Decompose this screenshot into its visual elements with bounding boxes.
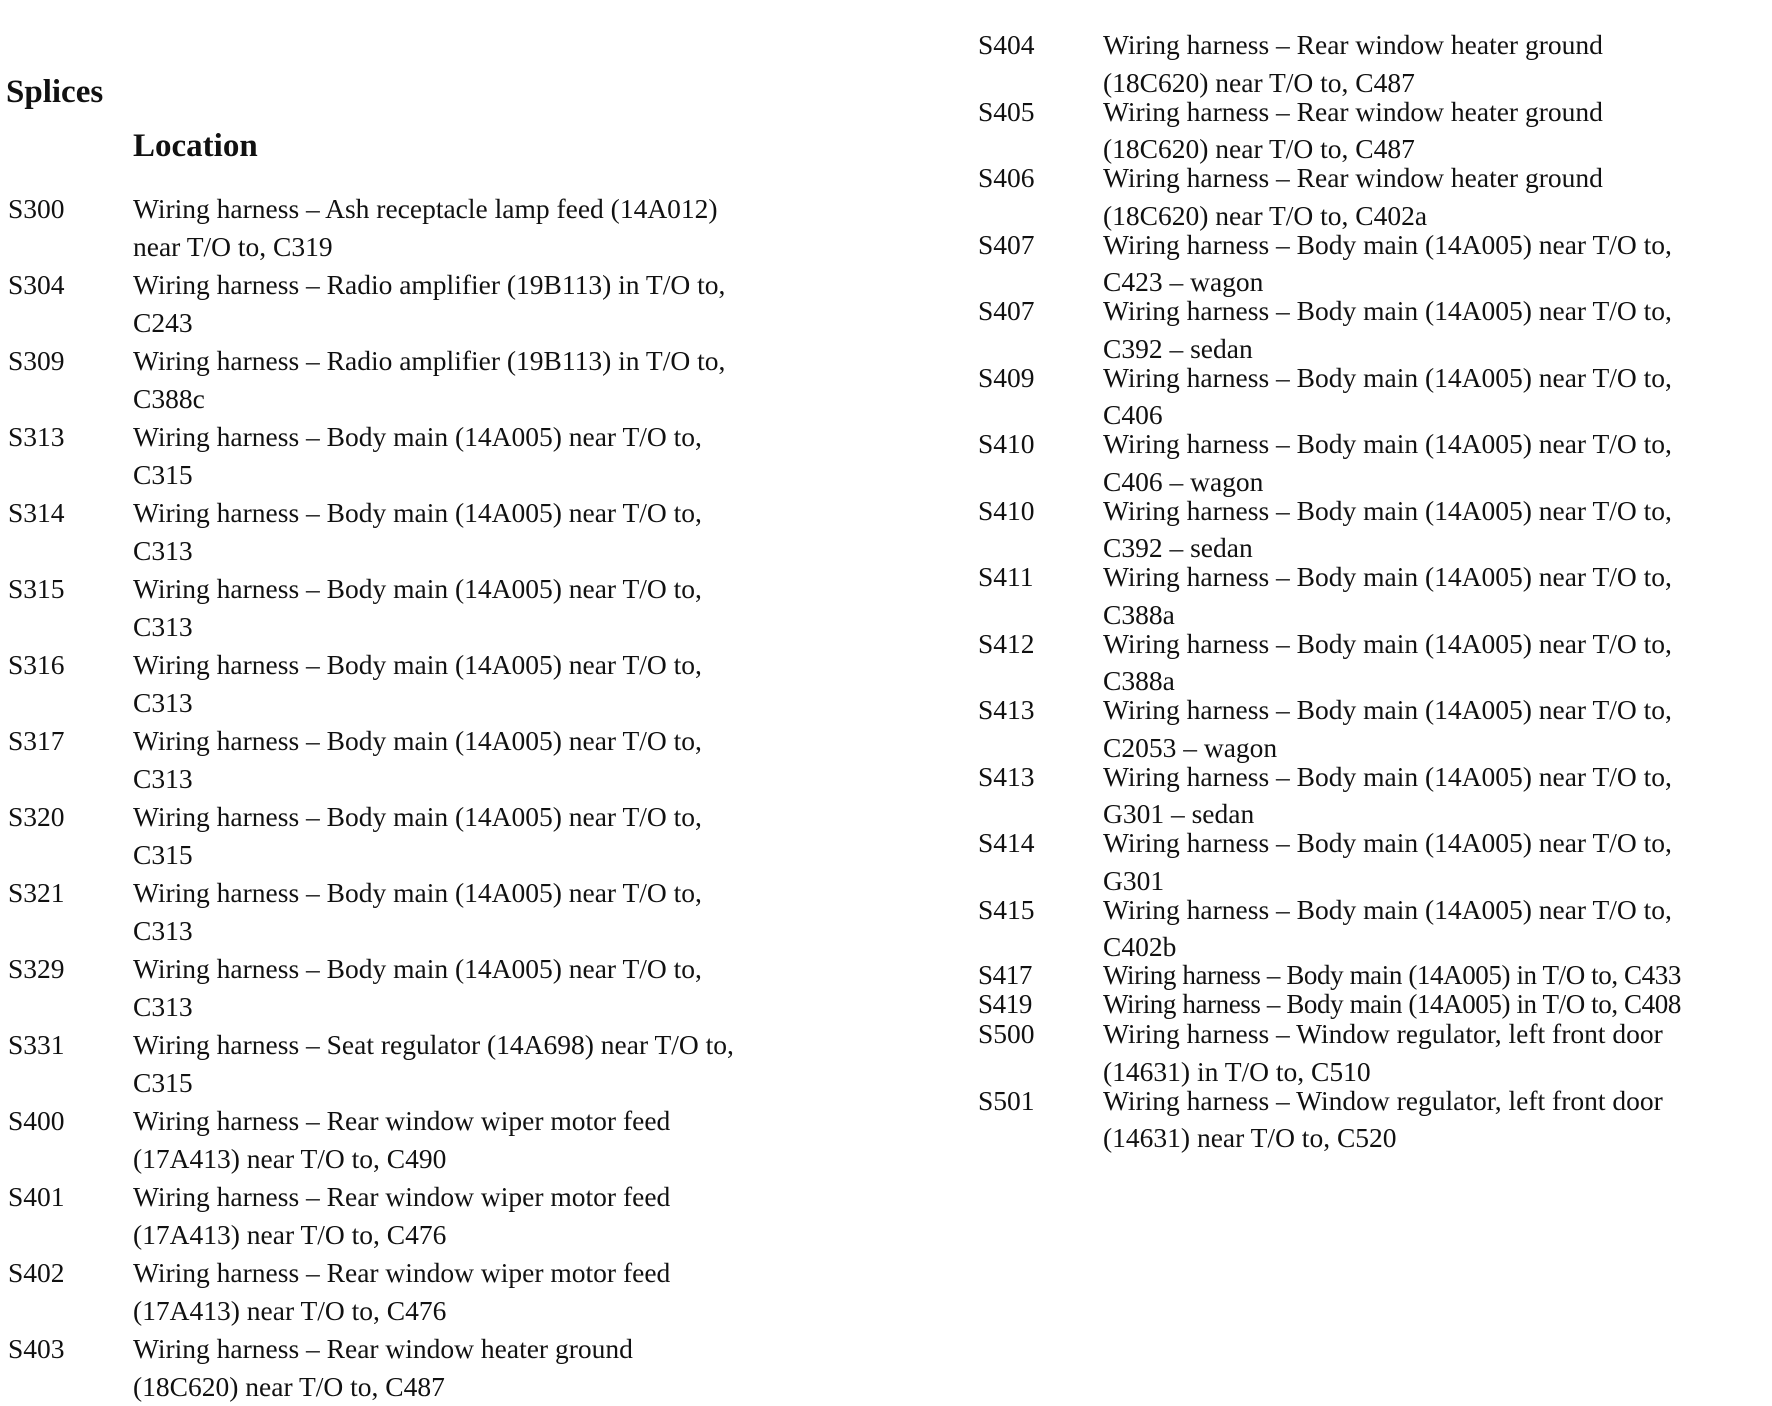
splice-location-line: Wiring harness – Rear window wiper motor feed: [133, 1105, 671, 1136]
splice-code: S410: [978, 494, 1035, 526]
splice-location-line: C2053 – wagon: [1103, 731, 1278, 763]
splice-location-line: Wiring harness – Body main (14A005) near T/O to,: [1103, 694, 1672, 725]
splice-location-line: C392 – sedan: [1103, 332, 1253, 364]
splice-location-line: Wiring harness – Body main (14A005) near T/O to,: [133, 421, 702, 452]
splice-code: S304: [8, 269, 65, 300]
splice-entry: [8, 646, 794, 721]
splice-location: [1103, 824, 1763, 899]
splice-entry: [978, 93, 1763, 168]
splice-location-line: (18C620) near T/O to, C487: [133, 1370, 445, 1402]
splice-entry: [8, 266, 794, 341]
splice-location-line: (18C620) near T/O to, C487: [1103, 133, 1415, 164]
splice-location-line: Wiring harness – Body main (14A005) near T/O to,: [1103, 295, 1672, 326]
splice-code: S417: [978, 960, 1032, 990]
splice-location-line: (14631) near T/O to, C520: [1103, 1122, 1397, 1153]
splice-location: [133, 798, 794, 873]
splice-entry: [978, 226, 1763, 301]
splice-location: [1103, 691, 1763, 766]
splice-code: S404: [978, 29, 1035, 60]
splice-location-line: Wiring harness – Body main (14A005) near T/O to,: [1103, 494, 1672, 526]
splice-entry: [8, 798, 794, 873]
splice-entry: [8, 342, 794, 417]
splice-entry: [978, 1015, 1763, 1090]
splice-location-line: C313: [133, 534, 193, 566]
splice-code: S313: [8, 421, 65, 452]
splice-location-line: C402b: [1103, 931, 1177, 962]
splice-location-line: Wiring harness – Rear window heater ground: [1103, 29, 1603, 60]
splice-code: S501: [978, 1084, 1035, 1116]
splice-location: [133, 722, 794, 797]
splice-location-line: (18C620) near T/O to, C487: [1103, 66, 1415, 98]
splice-entry: [8, 418, 794, 493]
splice-location-line: Wiring harness – Window regulator, left front door: [1103, 1084, 1663, 1116]
splice-entry: [978, 758, 1763, 833]
splice-location-line: Wiring harness – Radio amplifier (19B113) in T/O to,: [133, 269, 726, 300]
splice-location-line: C243: [133, 306, 193, 338]
splice-code: S405: [978, 95, 1035, 127]
splice-location-line: (17A413) near T/O to, C476: [133, 1218, 447, 1250]
splice-code: S403: [8, 1333, 65, 1364]
splice-code: S414: [978, 827, 1035, 858]
splice-code: S316: [8, 649, 65, 680]
splice-location: [133, 874, 794, 949]
splice-entry: [978, 26, 1763, 101]
splice-location-line: Wiring harness – Body main (14A005) in T/O to, C408: [1103, 989, 1681, 1019]
splice-location: [1103, 159, 1763, 234]
splice-location-line: Wiring harness – Ash receptacle lamp feed (14A012): [133, 193, 718, 224]
splice-location: [133, 418, 794, 493]
splice-entry: [978, 691, 1763, 766]
splice-location-line: Wiring harness – Body main (14A005) near T/O to,: [133, 649, 702, 680]
splice-location-line: C313: [133, 914, 193, 946]
splice-location-line: Wiring harness – Body main (14A005) in T/O to, C433: [1103, 960, 1681, 990]
splice-location-line: C392 – sedan: [1103, 532, 1253, 563]
splice-location: [133, 266, 794, 341]
splice-code: S309: [8, 345, 65, 376]
splice-list-right: [978, 26, 1763, 1153]
splice-location: [1103, 558, 1763, 633]
page-title: Splices: [6, 74, 104, 110]
splice-location-line: Wiring harness – Body main (14A005) near T/O to,: [1103, 361, 1672, 393]
splice-location: [133, 1178, 794, 1253]
splice-location-line: Wiring harness – Body main (14A005) near T/O to,: [1103, 228, 1672, 260]
splice-entry: [978, 292, 1763, 367]
splice-location: [133, 1026, 794, 1101]
splice-location-line: G301 – sedan: [1103, 798, 1255, 829]
splice-location-line: G301: [1103, 864, 1165, 896]
splice-location-line: (17A413) near T/O to, C476: [133, 1294, 447, 1326]
splice-list-left: [8, 190, 794, 1406]
splice-location-line: Wiring harness – Rear window wiper motor feed: [133, 1181, 671, 1212]
splice-location: [133, 1254, 794, 1329]
splice-location: [133, 646, 794, 721]
splice-entry: [8, 190, 794, 265]
splice-location: [1103, 758, 1763, 833]
splice-entry: [8, 570, 794, 645]
splice-location-line: Wiring harness – Body main (14A005) near T/O to,: [1103, 561, 1672, 592]
splice-location: [1103, 625, 1763, 700]
splice-location-line: Wiring harness – Body main (14A005) near T/O to,: [1103, 827, 1672, 858]
splice-code: S402: [8, 1257, 65, 1288]
splice-location-line: Wiring harness – Body main (14A005) near T/O to,: [133, 953, 702, 984]
splice-location-line: Wiring harness – Body main (14A005) near T/O to,: [133, 573, 702, 604]
splice-code: S329: [8, 953, 65, 984]
splice-location: [133, 950, 794, 1025]
splice-entry: [978, 891, 1763, 966]
splice-code: S317: [8, 725, 65, 756]
splice-location: [133, 570, 794, 645]
splice-entry: [978, 625, 1763, 700]
splice-location: [1103, 425, 1763, 500]
splice-code: S401: [8, 1181, 65, 1212]
splice-location: [1103, 26, 1763, 101]
splice-code: S300: [8, 193, 65, 224]
splice-entry: [8, 722, 794, 797]
splice-entry: [8, 494, 794, 569]
splice-code: S315: [8, 573, 65, 604]
splice-entry: [8, 1178, 794, 1253]
splice-code: S413: [978, 760, 1035, 792]
splice-location-line: Wiring harness – Body main (14A005) near T/O to,: [1103, 760, 1672, 792]
splice-code: S412: [978, 627, 1035, 659]
splice-location-line: Wiring harness – Window regulator, left front door: [1103, 1018, 1663, 1049]
splice-location-line: Wiring harness – Body main (14A005) near T/O to,: [1103, 627, 1672, 659]
splice-location-line: Wiring harness – Rear window heater ground: [1103, 95, 1603, 127]
splice-location: [1103, 226, 1763, 301]
splice-entry: [978, 425, 1763, 500]
splice-location: [1103, 492, 1763, 567]
splice-code: S410: [978, 428, 1035, 459]
splice-code: S400: [8, 1105, 65, 1136]
splice-entry: [978, 359, 1763, 434]
column-heading-location: Location: [133, 128, 258, 164]
splice-location: [1103, 93, 1763, 168]
splice-location-line: Wiring harness – Radio amplifier (19B113) in T/O to,: [133, 345, 726, 376]
splice-code: S320: [8, 801, 65, 832]
splice-code: S500: [978, 1018, 1035, 1049]
splice-entry: [8, 1026, 794, 1101]
splice-entry: [8, 1254, 794, 1329]
splice-code: S413: [978, 694, 1035, 725]
splice-code: S321: [8, 877, 65, 908]
splice-entry: [8, 874, 794, 949]
splice-location-line: (14631) in T/O to, C510: [1103, 1055, 1371, 1087]
splice-location-line: C313: [133, 610, 193, 642]
splice-location-line: C313: [133, 990, 193, 1022]
splice-entry: [978, 558, 1763, 633]
splice-code: S406: [978, 162, 1035, 193]
splice-entry: [8, 1102, 794, 1177]
splice-location: [133, 1330, 794, 1405]
splice-location: [133, 190, 794, 265]
splice-location-line: C388a: [1103, 598, 1175, 630]
splice-code: S419: [978, 989, 1032, 1019]
splice-location: [133, 342, 794, 417]
splice-location-line: C313: [133, 762, 193, 794]
splice-location-line: C406: [1103, 399, 1163, 430]
splice-location-line: Wiring harness – Body main (14A005) near T/O to,: [133, 497, 702, 528]
splice-code: S407: [978, 295, 1035, 326]
splice-entry: [8, 950, 794, 1025]
splice-location-line: C315: [133, 838, 193, 870]
splice-location: [133, 1102, 794, 1177]
splice-entry: [978, 1082, 1763, 1157]
splice-code: S411: [978, 561, 1034, 592]
splice-location: [1103, 891, 1763, 966]
splice-entry: [978, 492, 1763, 567]
splice-location-line: C388c: [133, 382, 205, 414]
splice-location-line: Wiring harness – Rear window heater ground: [133, 1333, 633, 1364]
splice-location-line: (18C620) near T/O to, C402a: [1103, 199, 1428, 231]
splice-location-line: Wiring harness – Body main (14A005) near T/O to,: [133, 725, 702, 756]
splice-location-line: Wiring harness – Body main (14A005) near T/O to,: [133, 877, 702, 908]
splice-location-line: (17A413) near T/O to, C490: [133, 1142, 447, 1174]
splice-location-line: Wiring harness – Body main (14A005) near T/O to,: [133, 801, 702, 832]
splice-location-line: C315: [133, 458, 193, 490]
splice-location-line: C315: [133, 1066, 193, 1098]
splice-location-line: Wiring harness – Rear window heater ground: [1103, 162, 1603, 193]
splice-code: S314: [8, 497, 65, 528]
splice-location-line: near T/O to, C319: [133, 230, 333, 262]
splice-code: S415: [978, 893, 1035, 925]
splice-location: [1103, 359, 1763, 434]
splice-location: [1103, 1082, 1763, 1157]
splice-location: [133, 494, 794, 569]
splice-code: S409: [978, 361, 1035, 393]
splice-code: S331: [8, 1029, 65, 1060]
splice-entry: [978, 824, 1763, 899]
splice-entry: [8, 1330, 794, 1405]
splice-location-line: Wiring harness – Rear window wiper motor feed: [133, 1257, 671, 1288]
splice-location-line: C388a: [1103, 665, 1175, 696]
splice-location-line: Wiring harness – Body main (14A005) near T/O to,: [1103, 893, 1672, 925]
splice-location-line: Wiring harness – Seat regulator (14A698) near T/O to,: [133, 1029, 734, 1060]
splice-location: [1103, 1015, 1763, 1090]
splice-location-line: C406 – wagon: [1103, 465, 1264, 497]
splice-entry: [978, 159, 1763, 234]
splice-location-line: Wiring harness – Body main (14A005) near T/O to,: [1103, 428, 1672, 459]
splice-location-line: C423 – wagon: [1103, 266, 1264, 297]
splice-location-line: C313: [133, 686, 193, 718]
splice-location: [1103, 292, 1763, 367]
splice-code: S407: [978, 228, 1035, 260]
